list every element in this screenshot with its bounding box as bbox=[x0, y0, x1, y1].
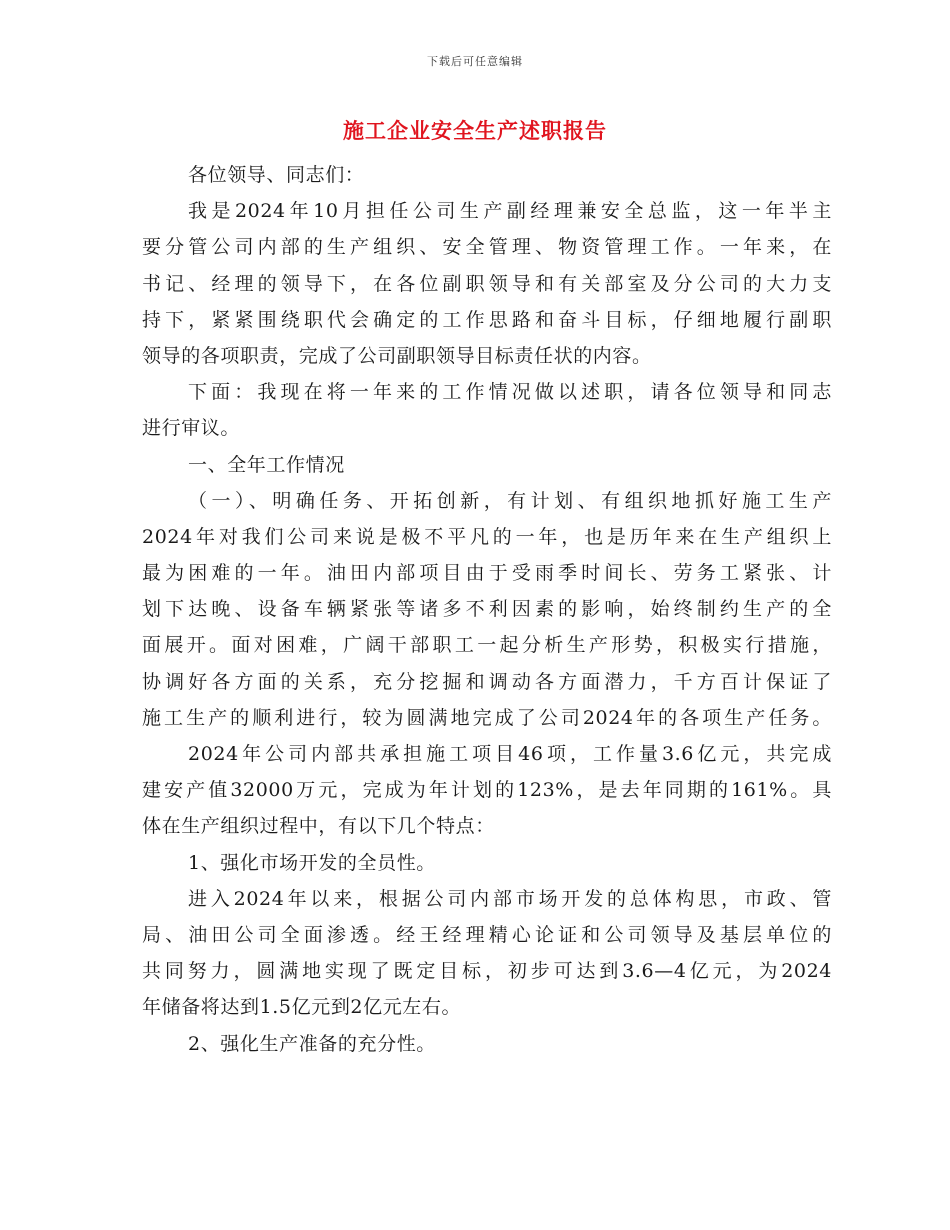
paragraph-line: 进行审议。 bbox=[142, 417, 241, 440]
document-body bbox=[142, 157, 832, 1062]
paragraph-line: 最为困难的一年。油田内部项目由于受雨季时间长、劳务工紧张、计 bbox=[142, 562, 832, 585]
paragraph-line: 下面：我现在将一年来的工作情况做以述职，请各位领导和同志 bbox=[188, 381, 832, 404]
paragraph-line: 2024年对我们公司来说是极不平凡的一年，也是历年来在生产组织上 bbox=[142, 525, 832, 548]
paragraph-line: 协调好各方面的关系，充分挖掘和调动各方面潜力，千方百计保证了 bbox=[142, 670, 832, 693]
paragraph-line: 共同努力，圆满地实现了既定目标，初步可达到3.6—4亿元，为2024 bbox=[142, 960, 832, 983]
paragraph-line: 局、油田公司全面渗透。经王经理精心论证和公司领导及基层单位的 bbox=[142, 923, 832, 946]
header-note: 下载后可任意编辑 bbox=[427, 55, 523, 68]
item-heading: 2、强化生产准备的充分性。 bbox=[188, 1032, 436, 1055]
salutation-line: 各位领导、同志们： bbox=[188, 164, 365, 186]
paragraph-line: 划下达晚、设备车辆紧张等诸多不利因素的影响，始终制约生产的全 bbox=[142, 598, 832, 621]
paragraph-line: 进入2024年以来，根据公司内部市场开发的总体构思，市政、管 bbox=[188, 887, 832, 910]
paragraph-line: 体在生产组织过程中，有以下几个特点： bbox=[142, 815, 495, 838]
paragraph-line: 年储备将达到1.5亿元到2亿元左右。 bbox=[142, 996, 462, 1019]
paragraph-line: 施工生产的顺利进行，较为圆满地完成了公司2024年的各项生产任务。 bbox=[142, 706, 832, 729]
paragraph-line: 建安产值32000万元，完成为年计划的123%，是去年同期的161%。具 bbox=[142, 779, 832, 802]
section-heading: 一、全年工作情况 bbox=[188, 453, 345, 476]
paragraph-line: 我是2024年10月担任公司生产副经理兼安全总监，这一年半主 bbox=[188, 200, 832, 223]
paragraph-line: 2024年公司内部共承担施工项目46项，工作量3.6亿元，共完成 bbox=[188, 743, 832, 765]
paragraph-line: 持下，紧紧围绕职代会确定的工作思路和奋斗目标，仔细地履行副职 bbox=[142, 308, 832, 331]
document-title: 施工企业安全生产述职报告 bbox=[343, 118, 607, 143]
paragraph-line: 面展开。面对困难，广阔干部职工一起分析生产形势，积极实行措施， bbox=[142, 634, 832, 657]
paragraph-line: 领导的各项职责，完成了公司副职领导目标责任状的内容。 bbox=[142, 344, 652, 367]
paragraph-line: 书记、经理的领导下，在各位副职领导和有关部室及分公司的大力支 bbox=[142, 272, 832, 295]
subsection-heading: （一）、明确任务、开拓创新，有计划、有组织地抓好施工生产 bbox=[188, 489, 832, 512]
paragraph-line: 要分管公司内部的生产组织、安全管理、物资管理工作。一年来，在 bbox=[142, 236, 832, 259]
item-heading: 1、强化市场开发的全员性。 bbox=[188, 851, 436, 874]
